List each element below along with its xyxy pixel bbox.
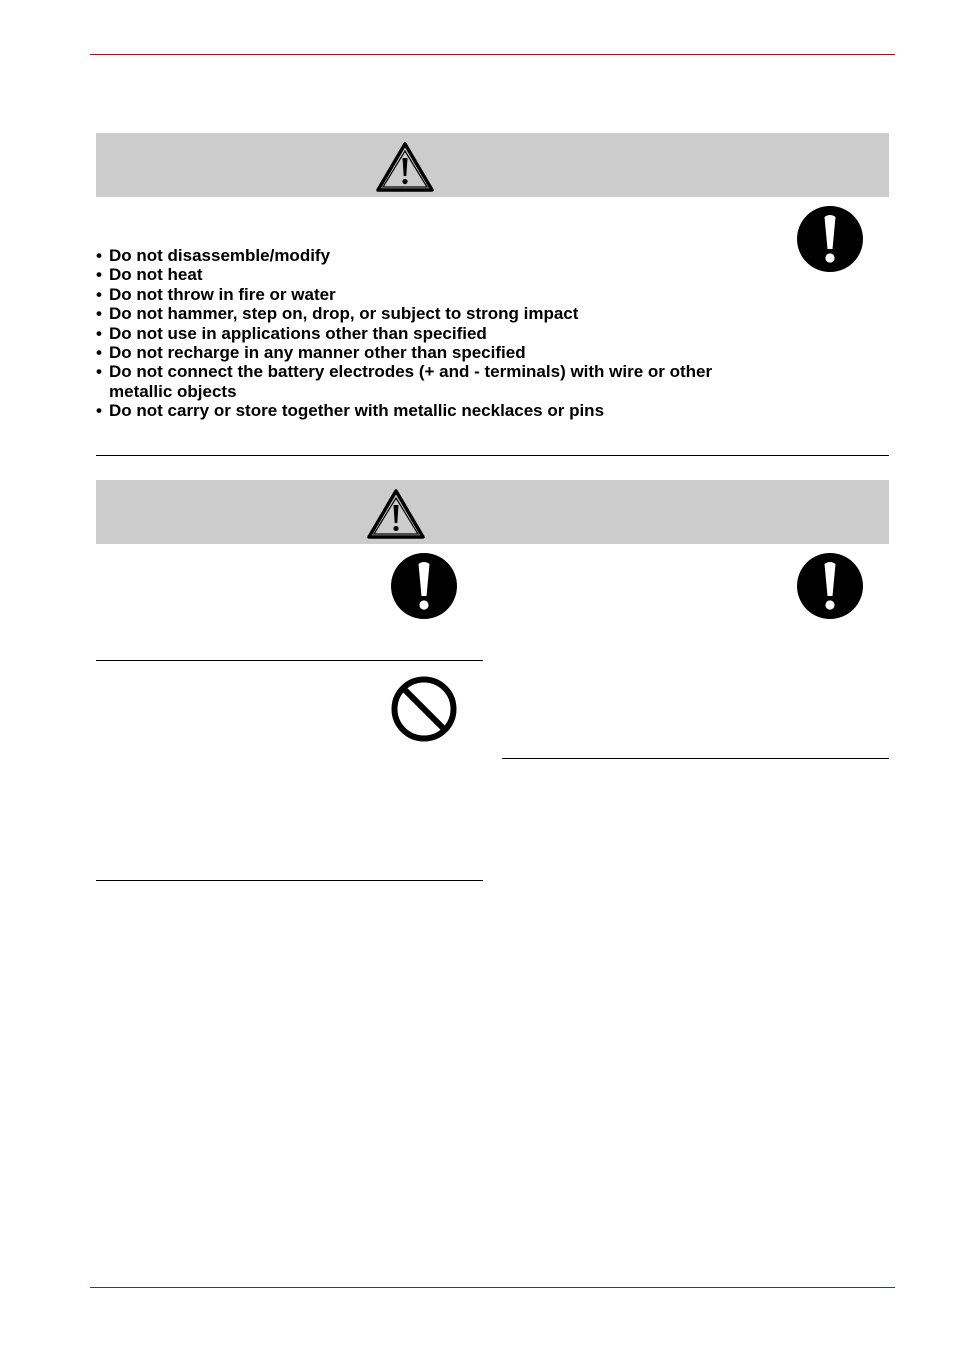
left-column-divider bbox=[96, 880, 483, 881]
mandatory-action-icon bbox=[796, 205, 864, 273]
mandatory-action-icon bbox=[796, 552, 864, 620]
warning-banner-2 bbox=[96, 480, 889, 544]
list-item: • Do not heat bbox=[96, 265, 776, 284]
list-item: • Do not use in applications other than specified bbox=[96, 324, 776, 343]
battery-warning-list bbox=[96, 246, 776, 421]
list-item: • Do not throw in fire or water bbox=[96, 285, 776, 304]
warning-banner-1 bbox=[96, 133, 889, 197]
right-column-divider bbox=[502, 758, 889, 759]
section-divider bbox=[96, 455, 889, 456]
list-item: • Do not carry or store together with metallic necklaces or pins bbox=[96, 401, 776, 420]
list-item: • Do not recharge in any manner other than specified bbox=[96, 343, 776, 362]
header-rule bbox=[90, 54, 895, 55]
mandatory-action-icon bbox=[390, 552, 458, 620]
left-column-divider bbox=[96, 660, 483, 661]
list-item: • Do not connect the battery electrodes (+ and - terminals) with wire or other metallic objects bbox=[96, 362, 776, 401]
warning-triangle-icon bbox=[375, 141, 435, 193]
list-item: • Do not hammer, step on, drop, or subject to strong impact bbox=[96, 304, 776, 323]
list-item: • Do not disassemble/modify bbox=[96, 246, 776, 265]
warning-triangle-icon bbox=[366, 488, 426, 540]
prohibition-icon bbox=[390, 675, 458, 743]
footer-rule bbox=[90, 1287, 895, 1288]
